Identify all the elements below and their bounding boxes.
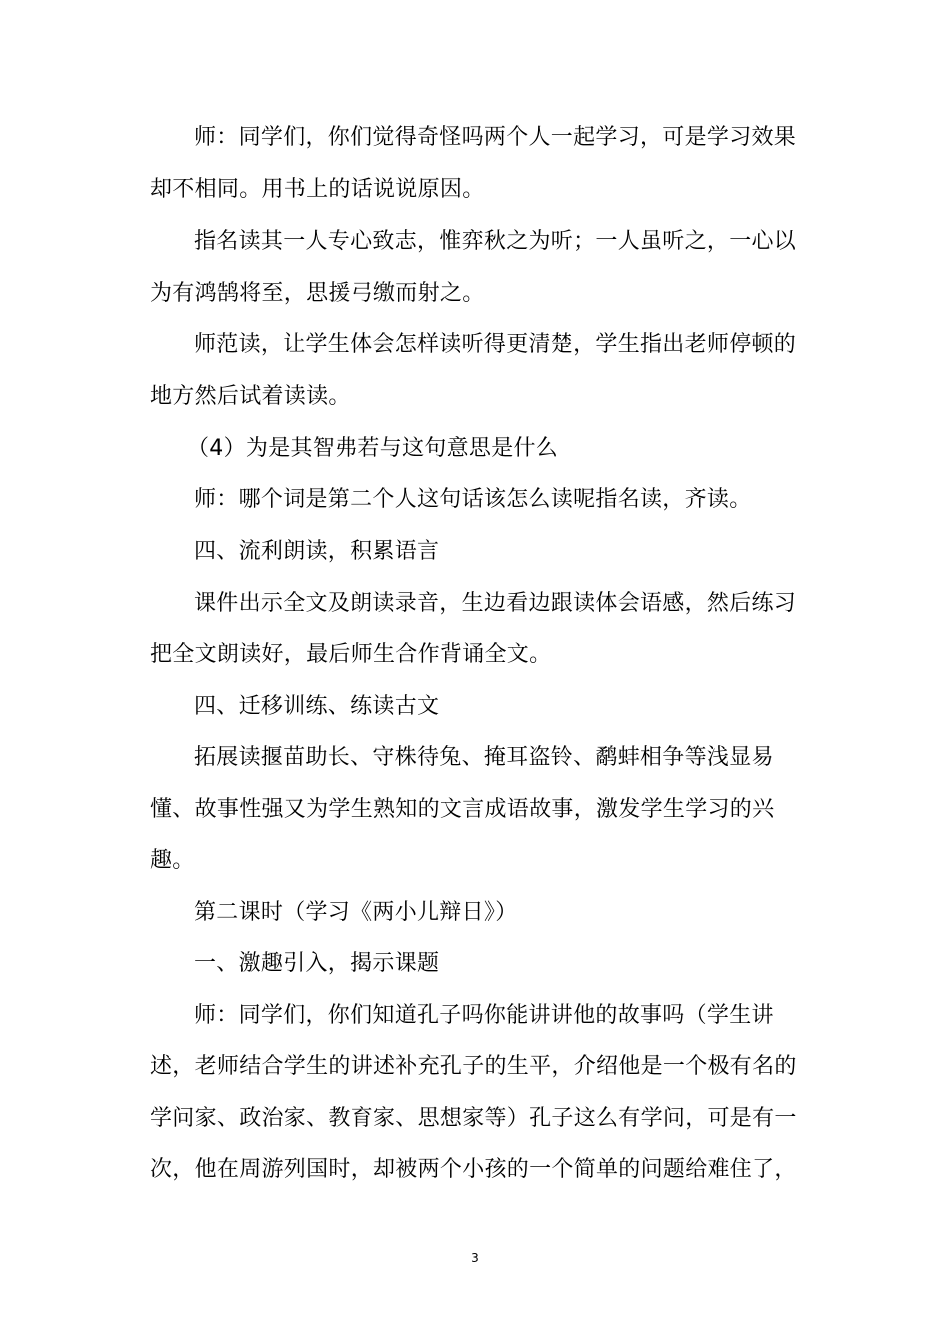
paragraph-line: 拓展读揠苗助长、守株待兔、掩耳盗铃、鹬蚌相争等浅显易 [194,745,774,770]
section-heading: 第二课时（学习《两小儿辩日》） [194,900,518,925]
paragraph-line: 师：哪个词是第二个人这句话该怎么读呢指名读，齐读。 [194,487,752,512]
paragraph-line: 趣。 [150,848,195,873]
paragraph-line: 师：同学们，你们知道孔子吗你能讲讲他的故事吗（学生讲 [194,1003,774,1028]
paragraph-line: 课件出示全文及朗读录音，生边看边跟读体会语感，然后练习 [194,591,797,616]
paragraph-line: 懂、故事性强又为学生熟知的文言成语故事，激发学生学习的兴 [150,797,775,822]
paragraph-line: 为有鸿鹄将至，思援弓缴而射之。 [150,281,485,306]
section-heading: 四、流利朗读，积累语言 [194,539,440,564]
paragraph-line: 师：同学们，你们觉得奇怪吗两个人一起学习，可是学习效果 [194,125,797,150]
paragraph-line: 地方然后试着读读。 [150,384,351,409]
paragraph-line: 却不相同。用书上的话说说原因。 [150,177,485,202]
page-number: 3 [471,1251,479,1265]
paragraph-line: 述，老师结合学生的讲述补充孔子的生平，介绍他是一个极有名的 [150,1054,797,1079]
section-heading: 一、激趣引入，揭示课题 [194,951,440,976]
paragraph-line: 次，他在周游列国时，却被两个小孩的一个简单的问题给难住了， [150,1157,797,1182]
paragraph-line: 把全文朗读好，最后师生合作背诵全文。 [150,642,552,667]
section-heading: 四、迁移训练、练读古文 [194,694,440,719]
paragraph-line: 指名读其一人专心致志，惟弈秋之为听；一人虽听之，一心以 [194,229,797,254]
paragraph-line: 学问家、政治家、教育家、思想家等）孔子这么有学问，可是有一 [150,1106,797,1131]
paragraph-line: 师范读，让学生体会怎样读听得更清楚，学生指出老师停顿的 [194,332,797,357]
paragraph-line: （4）为是其智弗若与这句意思是什么 [187,436,559,461]
